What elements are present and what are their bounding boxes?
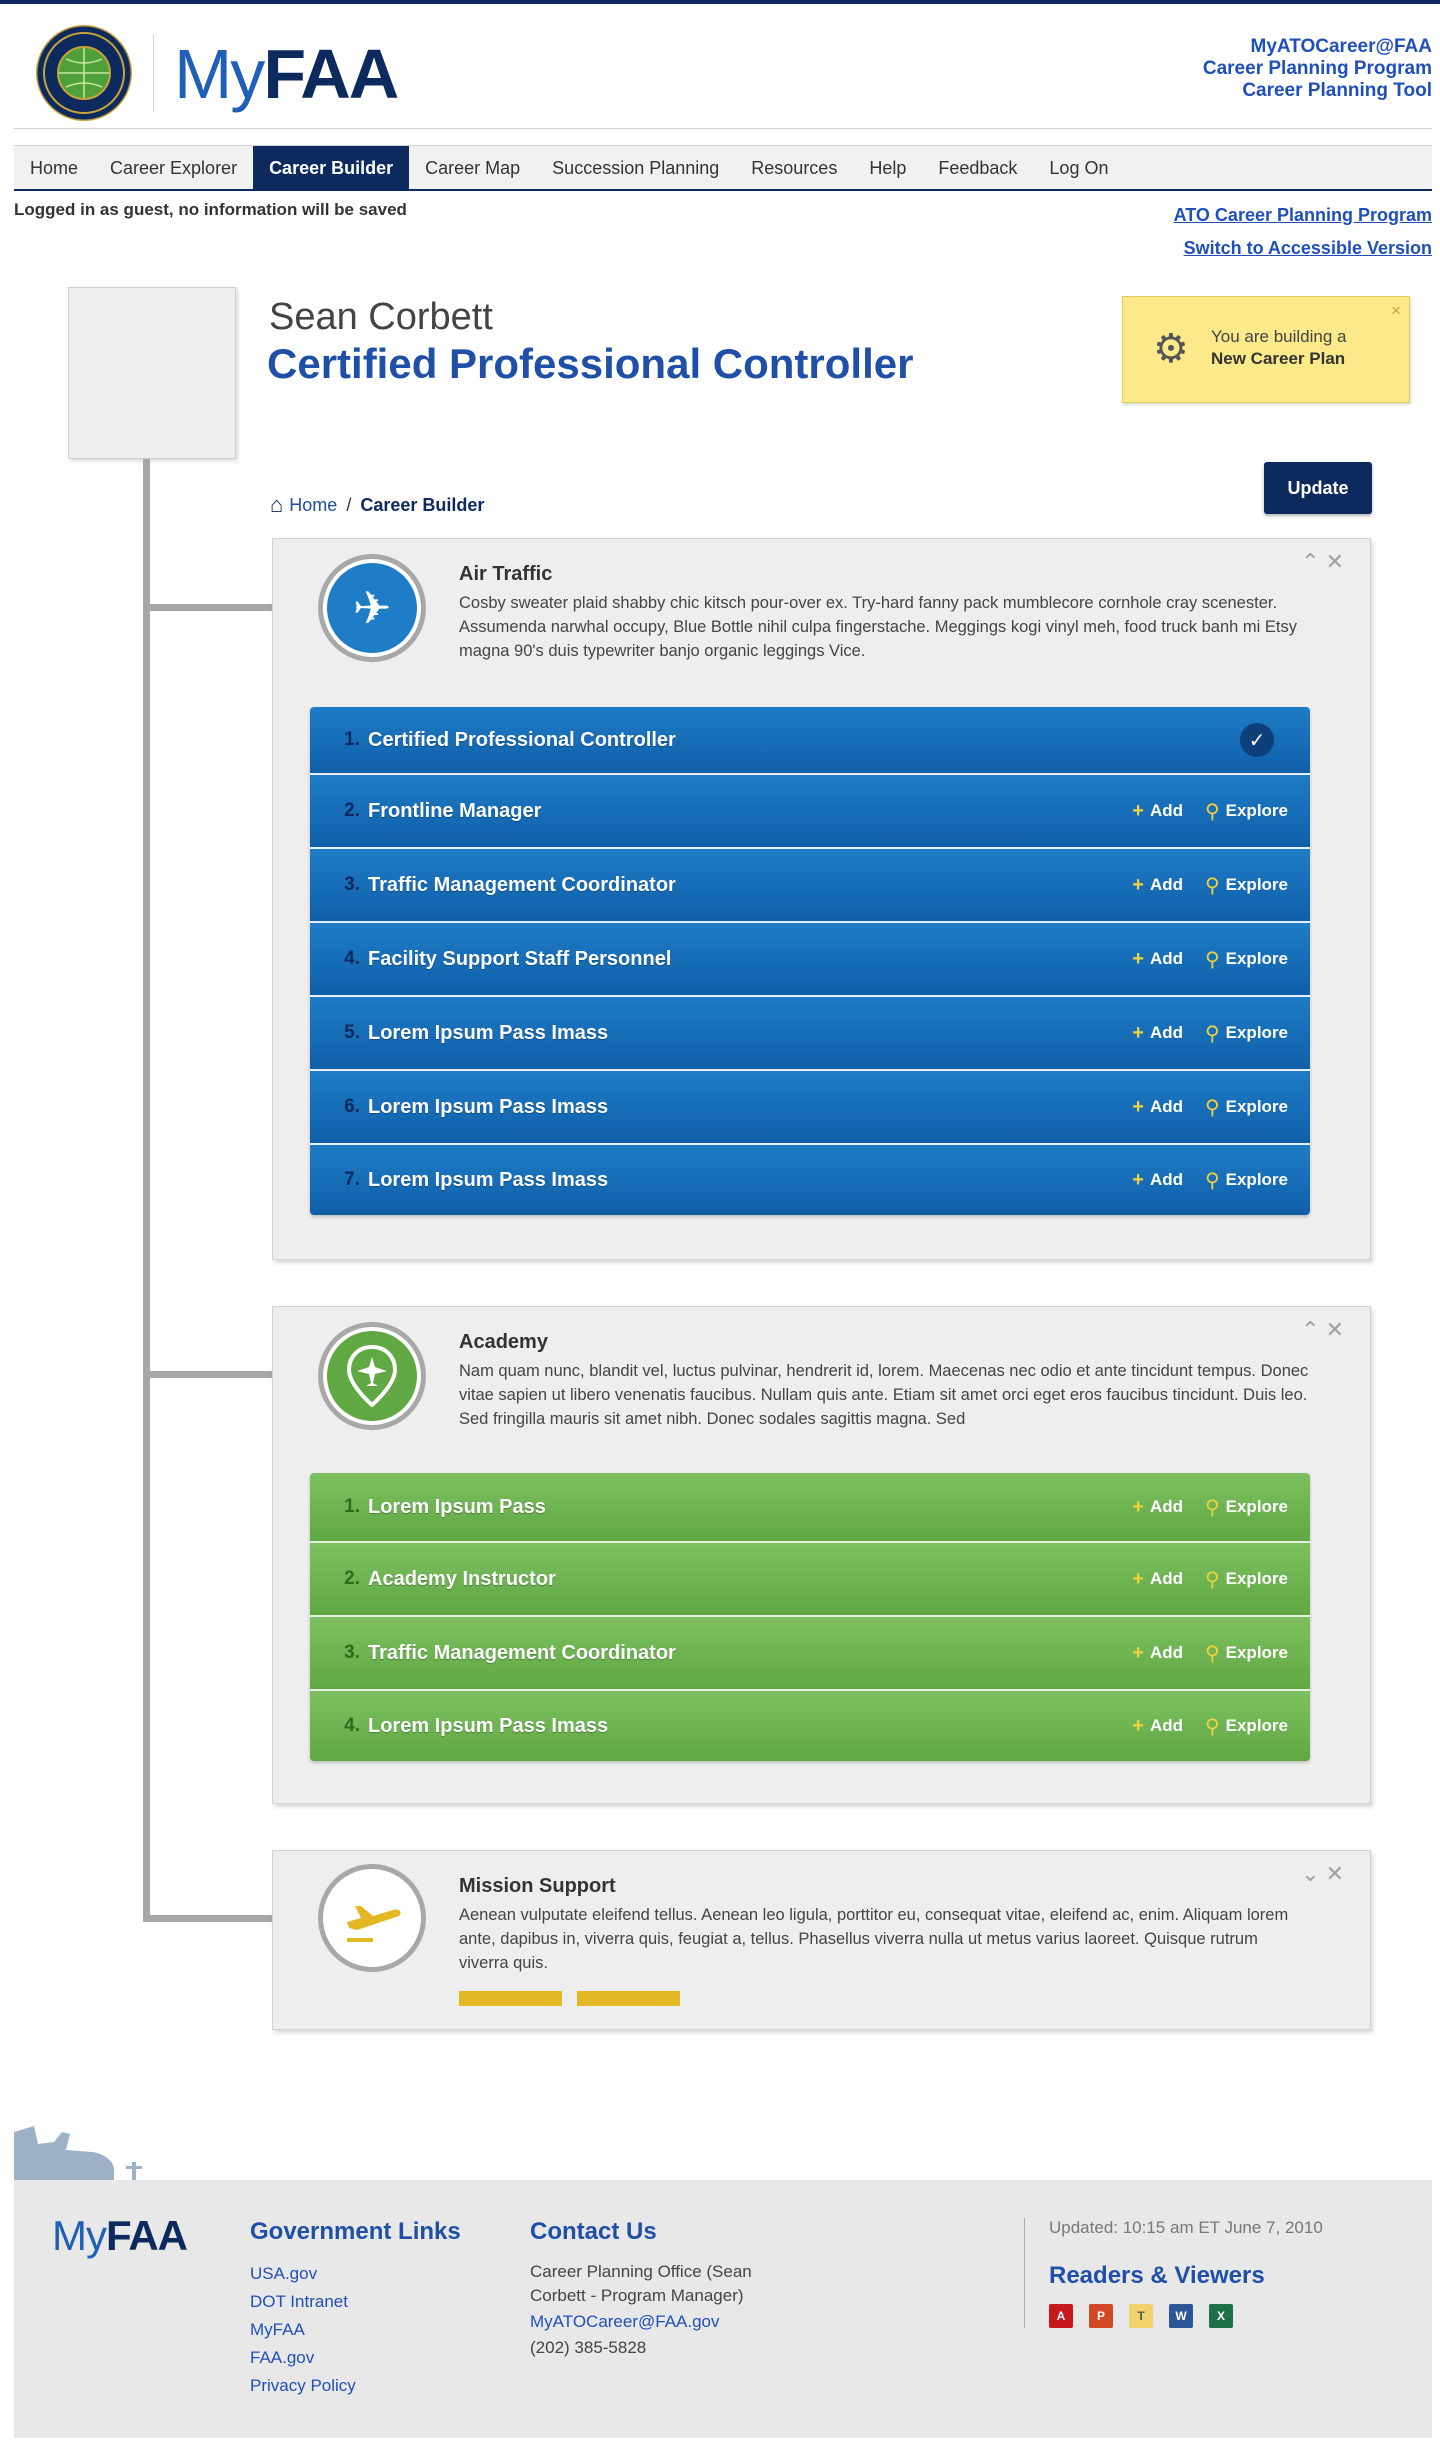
panel-title: Air Traffic xyxy=(459,563,553,585)
plus-icon: + xyxy=(1132,947,1144,970)
add-button[interactable]: + Add xyxy=(1132,873,1183,896)
career-plan-notice xyxy=(1122,296,1410,403)
location-plane-icon xyxy=(327,1331,417,1421)
career-row-label: Traffic Management Coordinator xyxy=(368,1641,676,1664)
add-button[interactable]: + Add xyxy=(1132,1168,1183,1191)
career-row-label: Lorem Ipsum Pass Imass xyxy=(368,1168,609,1191)
mission-support-category-icon xyxy=(318,1864,426,1972)
footer-link-faa-gov[interactable]: FAA.gov xyxy=(250,2348,315,2367)
gears-icon: ⚙ xyxy=(1153,327,1189,371)
footer-readers-title: Readers & Viewers xyxy=(1049,2262,1265,2289)
career-row[interactable]: 7. Lorem Ipsum Pass Imass + Add ⚲ Explore xyxy=(310,1145,1310,1215)
nav-resources[interactable]: Resources xyxy=(751,158,838,178)
career-row-label: Facility Support Staff Personnel xyxy=(368,947,672,970)
takeoff-icon xyxy=(327,1873,417,1963)
explore-button[interactable]: ⚲ Explore xyxy=(1204,1715,1288,1738)
expand-icon[interactable]: ⌄ xyxy=(1301,1861,1326,1886)
viewer-icons xyxy=(1049,2304,1323,2328)
collapse-icon[interactable]: ⌃ xyxy=(1301,1317,1326,1342)
breadcrumb-separator: / xyxy=(346,494,352,515)
nav-career-explorer[interactable]: Career Explorer xyxy=(110,158,238,178)
footer-link-dot-intranet[interactable]: DOT Intranet xyxy=(250,2292,348,2311)
header-link-career-planning-tool[interactable]: Career Planning Tool xyxy=(1242,80,1432,101)
career-row[interactable]: 1. Lorem Ipsum Pass + Add ⚲ Explore xyxy=(310,1473,1310,1543)
footer-contact-title: Contact Us xyxy=(530,2218,657,2245)
header-link-career-planning-program[interactable]: Career Planning Program xyxy=(1202,58,1432,79)
search-icon: ⚲ xyxy=(1204,1496,1220,1519)
career-timeline-line xyxy=(143,459,150,1921)
nav-home[interactable]: Home xyxy=(30,158,79,178)
career-row-label: Lorem Ipsum Pass Imass xyxy=(368,1095,609,1118)
update-button[interactable]: Update xyxy=(1264,462,1372,514)
panel-academy xyxy=(272,1306,1371,1804)
panel-title: Mission Support xyxy=(459,1875,616,1897)
career-row-label: Lorem Ipsum Pass Imass xyxy=(368,1021,609,1044)
breadcrumb xyxy=(270,492,484,518)
footer-myfaa-logo[interactable]: MyFAA xyxy=(52,2212,187,2259)
collapse-icon[interactable]: ⌃ xyxy=(1301,549,1326,574)
search-icon: ⚲ xyxy=(1204,1715,1220,1738)
plus-icon: + xyxy=(1132,1168,1144,1191)
footer-contact-email[interactable]: MyATOCareer@FAA.gov xyxy=(530,2312,720,2331)
word-viewer-icon[interactable]: W xyxy=(1169,2304,1193,2328)
breadcrumb-current: Career Builder xyxy=(360,494,485,515)
search-icon: ⚲ xyxy=(1204,1169,1220,1192)
career-row[interactable]: 4. Lorem Ipsum Pass Imass + Add ⚲ Explore xyxy=(310,1691,1310,1761)
explore-button[interactable]: ⚲ Explore xyxy=(1204,800,1288,823)
plus-icon: + xyxy=(1132,1095,1144,1118)
explore-button[interactable]: ⚲ Explore xyxy=(1204,874,1288,897)
career-list-academy xyxy=(310,1473,1310,1761)
career-row-label: Certified Professional Controller xyxy=(368,728,676,751)
profile-title: Certified Professional Controller xyxy=(267,340,914,387)
plus-icon: + xyxy=(1132,1641,1144,1664)
profile-avatar xyxy=(68,287,236,459)
nav-career-map[interactable]: Career Map xyxy=(425,158,521,178)
explore-button[interactable]: ⚲ Explore xyxy=(1204,1642,1288,1665)
footer-gov-links-title: Government Links xyxy=(250,2218,461,2245)
explore-button[interactable]: ⚲ Explore xyxy=(1204,948,1288,971)
career-row[interactable]: 6. Lorem Ipsum Pass Imass + Add ⚲ Explore xyxy=(310,1071,1310,1145)
notice-close-icon[interactable]: × xyxy=(1391,301,1401,320)
site-header xyxy=(14,4,1432,129)
panel-description: Aenean vulputate eleifend tellus. Aenean leo ligula, porttitor eu, consequat vitae, eleifend ac, enim. Aliquam lorem ante, dapibus in, viverra quis, feugiat a, tellus. Phasellus viverra nulla ut metus varius laoreet. Quisque rutrum viverra quis. xyxy=(459,1906,1289,1972)
home-icon[interactable]: ⌂ xyxy=(270,492,284,517)
panel-mission-support xyxy=(272,1850,1371,2030)
footer-right xyxy=(1024,2218,1323,2328)
panel-description: Nam quam nunc, blandit vel, luctus pulvinar, hendrerit id, lorem. Maecenas nec odio et ante tincidunt tempus. Donec vitae sapien ut libero venenatis faucibus. Nullam quis ante. Etiam sit amet orci eget eros faucibus tincidunt. Duis leo. Sed fringilla mauris sit amet nibh. Donec sodales sagittis magna. Sed xyxy=(459,1362,1309,1428)
add-button[interactable]: + Add xyxy=(1132,1095,1183,1118)
footer-link-privacy-policy[interactable]: Privacy Policy xyxy=(250,2376,356,2395)
add-button[interactable]: + Add xyxy=(1132,1641,1183,1664)
add-button[interactable]: + Add xyxy=(1132,799,1183,822)
career-list-air-traffic xyxy=(310,707,1310,1215)
panel-description: Cosby sweater plaid shabby chic kitsch pour-over ex. Try-hard fanny pack mumblecore cornhole cray scenester. Assumenda narwhal occupy, Blue Bottle nihil culpa fingerstache. Meggings kogi vinyl meh, food truck banh mi Etsy magna 90's duis typewriter banjo organic leggings Vice. xyxy=(459,594,1297,660)
explore-button[interactable]: ⚲ Explore xyxy=(1204,1022,1288,1045)
footer-link-myfaa[interactable]: MyFAA xyxy=(250,2320,305,2339)
notice-line-2: New Career Plan xyxy=(1211,349,1346,368)
close-icon[interactable]: ✕ xyxy=(1325,1317,1350,1342)
close-icon[interactable]: ✕ xyxy=(1325,549,1350,574)
nav-help[interactable]: Help xyxy=(869,158,907,178)
career-row[interactable]: 2. Frontline Manager + Add ⚲ Explore xyxy=(310,775,1310,849)
add-button[interactable]: + Add xyxy=(1132,1021,1183,1044)
faa-seal-logo xyxy=(36,25,132,121)
footer-link-usa-gov[interactable]: USA.gov xyxy=(250,2264,318,2283)
panel-controls xyxy=(1301,549,1350,575)
career-row[interactable]: 3. Traffic Management Coordinator + Add ⚲ Explore xyxy=(310,1617,1310,1691)
search-icon: ⚲ xyxy=(1204,800,1220,823)
add-button[interactable]: + Add xyxy=(1132,947,1183,970)
panel-controls xyxy=(1301,1317,1350,1343)
career-row[interactable]: 4. Facility Support Staff Personnel + Add ⚲ Explore xyxy=(310,923,1310,997)
career-row[interactable]: 3. Traffic Management Coordinator + Add ⚲ Explore xyxy=(310,849,1310,923)
plus-icon: + xyxy=(1132,1495,1144,1518)
search-icon: ⚲ xyxy=(1204,948,1220,971)
footer-contact xyxy=(530,2218,800,2360)
career-row[interactable]: 2. Academy Instructor + Add ⚲ Explore xyxy=(310,1543,1310,1617)
explore-button[interactable]: ⚲ Explore xyxy=(1204,1169,1288,1192)
footer-contact-office: Career Planning Office (Sean Corbett - Program Manager) xyxy=(530,2262,752,2305)
guest-notice: Logged in as guest, no information will be saved xyxy=(14,200,407,219)
myfaa-logo[interactable]: MyFAA xyxy=(174,35,398,113)
career-row-label: Lorem Ipsum Pass xyxy=(368,1495,546,1518)
main-nav xyxy=(14,145,1432,191)
academy-category-icon xyxy=(318,1322,426,1430)
breadcrumb-home[interactable]: Home xyxy=(289,494,338,515)
globe-icon xyxy=(36,25,132,121)
collapsed-bar[interactable] xyxy=(577,1991,680,2006)
explore-button[interactable]: ⚲ Explore xyxy=(1204,1496,1288,1519)
search-icon: ⚲ xyxy=(1204,1642,1220,1665)
nav-log-on[interactable]: Log On xyxy=(1049,158,1109,178)
plus-icon: + xyxy=(1132,873,1144,896)
plus-icon: + xyxy=(1132,1714,1144,1737)
excel-viewer-icon[interactable]: X xyxy=(1209,2304,1233,2328)
footer-updated: Updated: 10:15 am ET June 7, 2010 xyxy=(1049,2218,1323,2237)
add-button[interactable]: + Add xyxy=(1132,1495,1183,1518)
career-row-label: Lorem Ipsum Pass Imass xyxy=(368,1714,609,1737)
powerpoint-viewer-icon[interactable]: P xyxy=(1089,2304,1113,2328)
plus-icon: + xyxy=(1132,1021,1144,1044)
profile-name: Sean Corbett xyxy=(269,296,493,338)
search-icon: ⚲ xyxy=(1204,1568,1220,1591)
search-icon: ⚲ xyxy=(1204,1022,1220,1045)
text-viewer-icon[interactable]: T xyxy=(1129,2304,1153,2328)
map-pin-icon xyxy=(345,1345,399,1407)
add-button[interactable]: + Add xyxy=(1132,1714,1183,1737)
aircraft-silhouette-icon xyxy=(14,2122,154,2180)
panel-title: Academy xyxy=(459,1331,548,1353)
search-icon: ⚲ xyxy=(1204,874,1220,897)
search-icon: ⚲ xyxy=(1204,1096,1220,1119)
accessible-version-link[interactable]: Switch to Accessible Version xyxy=(1183,238,1432,258)
airplane-icon: ✈ xyxy=(327,563,417,653)
career-row[interactable]: 5. Lorem Ipsum Pass Imass + Add ⚲ Explore xyxy=(310,997,1310,1071)
site-footer xyxy=(14,2180,1432,2438)
add-button[interactable]: + Add xyxy=(1132,1567,1183,1590)
header-links xyxy=(1203,36,1432,102)
collapsed-bar[interactable] xyxy=(459,1991,562,2006)
plus-icon: + xyxy=(1132,799,1144,822)
career-row-label: Academy Instructor xyxy=(368,1567,556,1590)
explore-button[interactable]: ⚲ Explore xyxy=(1204,1568,1288,1591)
pdf-reader-icon[interactable]: A xyxy=(1049,2304,1073,2328)
career-row[interactable]: 1. Certified Professional Controller ✓ xyxy=(310,707,1310,775)
footer-government-links xyxy=(250,2218,461,2400)
checkmark-icon: ✓ xyxy=(1240,723,1274,757)
close-icon[interactable]: ✕ xyxy=(1325,1861,1350,1886)
plus-icon: + xyxy=(1132,1567,1144,1590)
header-link-myatocareer[interactable]: MyATOCareer@FAA xyxy=(1250,36,1432,57)
ato-career-planning-link[interactable]: ATO Career Planning Program xyxy=(1173,205,1432,225)
air-traffic-category-icon xyxy=(318,554,426,662)
nav-career-builder[interactable]: Career Builder xyxy=(253,146,409,190)
career-row-label: Traffic Management Coordinator xyxy=(368,873,676,896)
collapsed-career-bars xyxy=(459,1991,680,2006)
nav-feedback[interactable]: Feedback xyxy=(938,158,1018,178)
utility-links xyxy=(1174,199,1432,265)
footer-contact-phone: (202) 385-5828 xyxy=(530,2338,647,2357)
panel-controls xyxy=(1301,1861,1350,1887)
career-row-label: Frontline Manager xyxy=(368,799,542,822)
nav-succession-planning[interactable]: Succession Planning xyxy=(552,158,720,178)
explore-button[interactable]: ⚲ Explore xyxy=(1204,1096,1288,1119)
panel-air-traffic xyxy=(272,538,1371,1260)
notice-line-1: You are building a xyxy=(1211,327,1347,346)
